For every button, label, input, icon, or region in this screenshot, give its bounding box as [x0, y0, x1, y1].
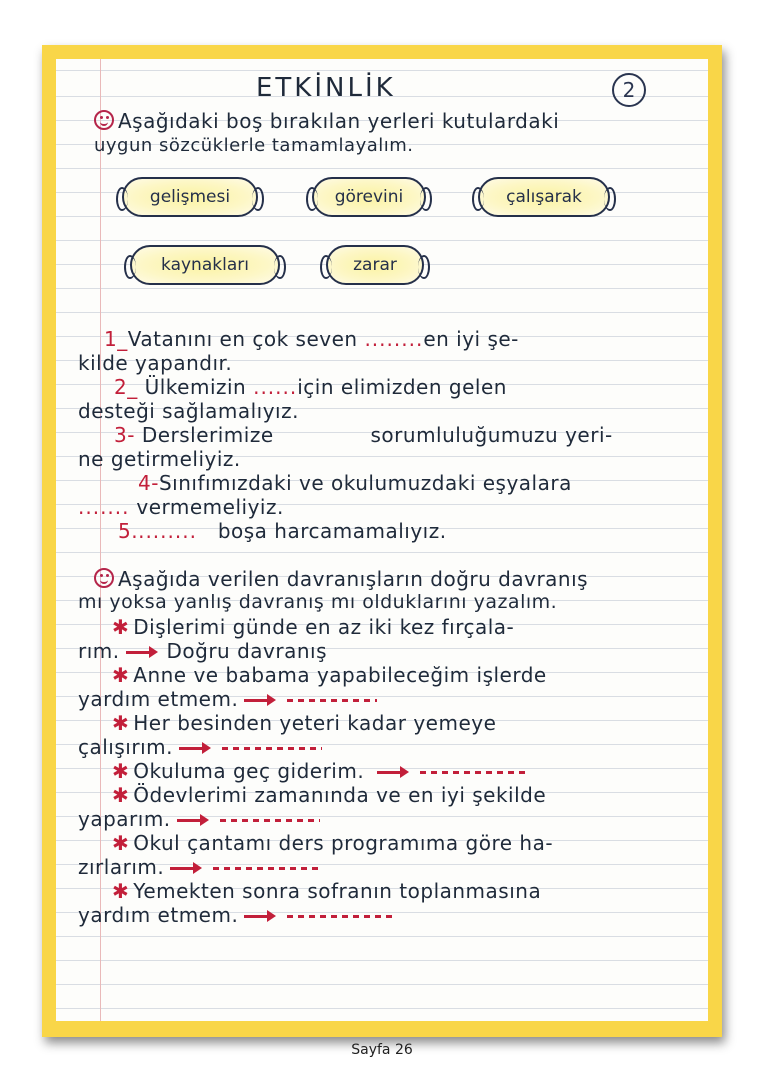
- arrow-icon: [126, 651, 152, 654]
- arrow-icon: [179, 747, 205, 750]
- question-2-line1: 2_ Ülkemizin ......için elimizden gelen: [114, 375, 507, 399]
- behavior-item: ✱ Anne ve babama yapabileceğim işlerde: [112, 663, 547, 687]
- worksheet-frame: [42, 45, 722, 1037]
- question-3-line2: ne getirmeliyiz.: [78, 447, 241, 471]
- lined-paper: [56, 59, 708, 1021]
- word-bank-cloud: zarar: [326, 245, 424, 285]
- instruction-2-line1: Aşağıda verilen davranışların doğru davranış: [94, 567, 588, 591]
- behavior-item: ✱ Okuluma geç giderim.: [112, 759, 530, 783]
- page-number-circle: 2: [612, 73, 646, 107]
- arrow-icon: [170, 867, 196, 870]
- arrow-icon: [177, 819, 203, 822]
- question-2-line2: desteği sağlamalıyız.: [78, 399, 299, 423]
- arrow-icon: [244, 915, 270, 918]
- instruction-1-line1: Aşağıdaki boş bırakılan yerleri kutulardaki: [94, 109, 559, 133]
- answer-blank: [287, 699, 377, 702]
- asterisk-icon: ✱: [112, 831, 130, 855]
- answer-blank: [220, 819, 320, 822]
- behavior-item: ✱ Dişlerimi günde en az iki kez fırçala-: [112, 615, 515, 639]
- behavior-item: ✱ Yemekten sonra sofranın toplanmasına: [112, 879, 542, 903]
- behavior-item-cont: zırlarım.: [78, 855, 323, 879]
- question-4-line1: 4-Sınıfımızdaki ve okulumuzdaki eşyalara: [138, 471, 572, 495]
- asterisk-icon: ✱: [112, 879, 130, 903]
- behavior-item: ✱ Ödevlerimi zamanında ve en iyi şekilde: [112, 783, 547, 807]
- question-5-line1: 5......... boşa harcamamalıyız.: [118, 519, 447, 543]
- word-bank-cloud: kaynakları: [130, 245, 280, 285]
- behavior-item-cont: yardım etmem.: [78, 903, 397, 927]
- arrow-icon: [244, 699, 270, 702]
- asterisk-icon: ✱: [112, 783, 130, 807]
- answer-blank: [420, 771, 530, 774]
- arrow-icon: [377, 771, 403, 774]
- asterisk-icon: ✱: [112, 663, 130, 687]
- behavior-item-cont: rım. Doğru davranış: [78, 639, 327, 663]
- answer-blank: [213, 867, 323, 870]
- instruction-1-line2: uygun sözcüklerle tamamlayalım.: [94, 135, 414, 156]
- word-bank-cloud: gelişmesi: [122, 177, 258, 217]
- answer-blank: [222, 747, 322, 750]
- answer-blank: [287, 915, 397, 918]
- page-footer: Sayfa 26: [351, 1042, 413, 1058]
- behavior-item-cont: çalışırım.: [78, 735, 322, 759]
- behavior-item: ✱ Her besinden yeteri kadar yemeye: [112, 711, 497, 735]
- instruction-2-line2: mı yoksa yanlış davranış mı olduklarını yazalım.: [78, 591, 558, 613]
- word-bank-cloud: çalışarak: [478, 177, 610, 217]
- behavior-item-cont: yaparım.: [78, 807, 320, 831]
- question-1-line1: 1_Vatanını en çok seven ........en iyi şe-: [104, 327, 519, 351]
- smiley-icon: [94, 110, 114, 130]
- worksheet-title: ETKİNLİK: [256, 73, 396, 103]
- question-3-line1: 3- Derslerimize sorumluluğumuzu yeri-: [114, 423, 613, 447]
- asterisk-icon: ✱: [112, 711, 130, 735]
- behavior-item-cont: yardım etmem.: [78, 687, 377, 711]
- asterisk-icon: ✱: [112, 759, 130, 783]
- smiley-icon: [94, 568, 114, 588]
- question-1-line2: kilde yapandır.: [78, 351, 233, 375]
- word-bank-cloud: görevini: [312, 177, 426, 217]
- behavior-item: ✱ Okul çantamı ders programıma göre ha-: [112, 831, 554, 855]
- question-4-line2: ....... vermemeliyiz.: [78, 495, 284, 519]
- asterisk-icon: ✱: [112, 615, 130, 639]
